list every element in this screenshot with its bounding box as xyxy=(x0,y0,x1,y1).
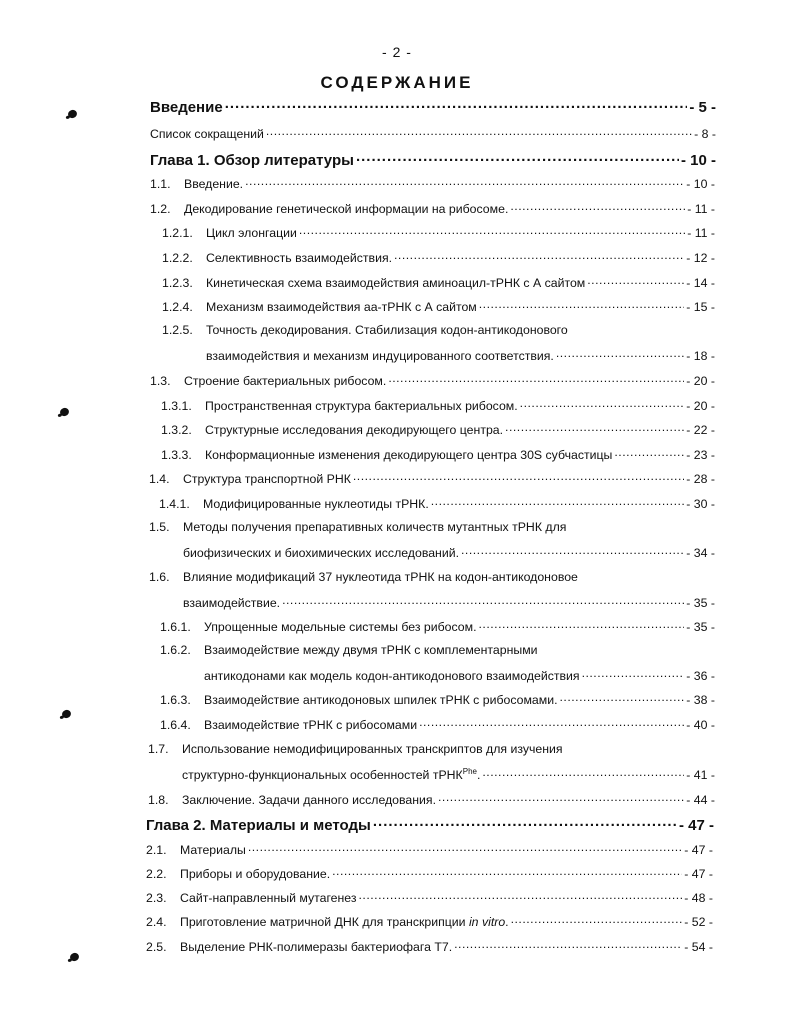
toc-entry[interactable] xyxy=(146,939,713,954)
toc-entry-page: - 23 - xyxy=(686,448,715,463)
toc-entry-page: - 20 - xyxy=(686,374,715,389)
toc-entry-text: Приборы и оборудование. xyxy=(180,867,331,882)
toc-entry-text: Список сокращений xyxy=(150,127,264,142)
toc-entry-page: - 36 - xyxy=(686,669,715,684)
toc-entry-text: Кинетическая схема взаимодействия аминоацил-тРНК с А сайтом xyxy=(206,276,586,291)
toc-entry-page: - 10 - xyxy=(680,152,716,169)
toc-entry-text: Взаимодействие тРНК с рибосомами xyxy=(204,718,418,733)
toc-entry-text: Цикл элонгации xyxy=(206,226,297,241)
toc-entry[interactable] xyxy=(162,275,715,290)
toc-entry-text: Конформационные изменения декодирующего центра 30S субчастицы xyxy=(205,448,613,463)
toc-entry-text-main: структурно-функциональных особенностей тРНК xyxy=(182,768,463,783)
toc-entry[interactable] xyxy=(150,373,715,388)
toc-entry-number: 2.2. xyxy=(146,867,167,882)
toc-entry[interactable] xyxy=(150,176,715,191)
dot-leader xyxy=(520,398,685,410)
dot-leader xyxy=(359,890,683,902)
dot-leader xyxy=(510,201,685,213)
toc-entry-page: - 10 - xyxy=(686,177,715,192)
dot-leader xyxy=(299,225,685,237)
toc-entry[interactable] xyxy=(161,447,715,462)
dot-leader xyxy=(454,939,682,951)
toc-entry[interactable] xyxy=(162,299,715,314)
toc-entry-continuation[interactable] xyxy=(183,545,715,560)
toc-entry-continuation[interactable] xyxy=(206,348,715,363)
toc-entry-continuation[interactable] xyxy=(204,668,715,683)
toc-entry-text: Материалы xyxy=(180,843,246,858)
toc-entry-number: 2.4. xyxy=(146,915,167,930)
toc-entry[interactable] xyxy=(149,471,715,486)
toc-entry-text: Упрощенные модельные системы без рибосом. xyxy=(204,620,477,635)
toc-entry-number: 1.3.2. xyxy=(161,423,192,438)
toc-entry-page: - 11 - xyxy=(687,226,715,241)
toc-entry[interactable] xyxy=(161,422,715,437)
toc-entry-text: Точность декодирования. Стабилизация кодон-антикодонового xyxy=(206,323,568,337)
toc-entry-page: - 35 - xyxy=(686,596,715,611)
toc-entry-number: 1.2.4. xyxy=(162,300,193,315)
toc-entry-number: 1.2. xyxy=(150,202,171,217)
toc-entry[interactable] xyxy=(159,496,715,511)
toc-entry-page: - 12 - xyxy=(686,251,715,266)
dot-leader xyxy=(332,866,682,878)
toc-entry[interactable] xyxy=(150,150,716,169)
dot-leader xyxy=(479,299,685,311)
toc-entry[interactable] xyxy=(160,643,715,657)
dot-leader xyxy=(248,842,682,854)
toc-entry[interactable] xyxy=(160,692,715,707)
toc-entry-page: - 52 - xyxy=(684,915,713,930)
toc-entry-text: Модифицированные нуклеотиды тРНК. xyxy=(203,497,429,512)
toc-entry-number: 1.3.3. xyxy=(161,448,192,463)
toc-entry[interactable] xyxy=(148,792,715,807)
toc-entry-page: - 14 - xyxy=(686,276,715,291)
dot-leader xyxy=(373,815,677,830)
toc-entry[interactable] xyxy=(150,97,716,116)
toc-entry-text: Глава 2. Материалы и методы xyxy=(146,817,371,834)
toc-entry-number: 2.5. xyxy=(146,940,167,955)
dot-leader xyxy=(431,496,685,508)
dot-leader xyxy=(438,792,684,804)
dot-leader xyxy=(245,176,684,188)
dot-leader xyxy=(582,668,685,680)
dot-leader xyxy=(560,692,685,704)
toc-entry[interactable] xyxy=(146,890,713,905)
toc-entry-text: Влияние модификаций 37 нуклеотида тРНК на кодон-антикодоновое xyxy=(183,570,578,584)
toc-entry-text: Глава 1. Обзор литературы xyxy=(150,152,354,169)
dot-leader xyxy=(614,447,684,459)
toc-entry-continuation[interactable] xyxy=(182,767,715,782)
toc-entry-page: - 22 - xyxy=(686,423,715,438)
dot-leader xyxy=(511,914,683,926)
toc-entry-page: - 20 - xyxy=(686,399,715,414)
toc-entry[interactable] xyxy=(150,201,715,216)
superscript: Phe xyxy=(462,767,477,777)
toc-entry[interactable] xyxy=(146,842,713,857)
toc-entry-text: взаимодействие. xyxy=(183,596,281,611)
dot-leader xyxy=(461,545,684,557)
toc-entry-number: 1.2.1. xyxy=(162,226,193,241)
toc-entry[interactable] xyxy=(160,717,715,732)
toc-entry-text: Использование немодифицированных транскриптов для изучения xyxy=(182,742,563,756)
toc-entry-number: 1.2.2. xyxy=(162,251,193,266)
dot-leader xyxy=(356,150,679,165)
toc-entry-page: - 38 - xyxy=(686,693,715,708)
toc-entry[interactable] xyxy=(149,570,715,584)
dot-leader xyxy=(388,373,684,385)
toc-entry[interactable] xyxy=(148,742,715,756)
toc-entry-page: - 48 - xyxy=(684,891,713,906)
toc-entry-page: - 44 - xyxy=(686,793,715,808)
dot-leader xyxy=(556,348,684,360)
toc-entry-page: - 54 - xyxy=(684,940,713,955)
page-number: - 2 - xyxy=(382,44,412,60)
toc-entry-text: биофизических и биохимических исследований. xyxy=(183,546,460,561)
toc-entry-page: - 34 - xyxy=(686,546,715,561)
toc-entry-text-main: Приготовление матричной ДНК для транскрипции xyxy=(180,915,466,930)
toc-entry-number: 1.5. xyxy=(149,520,170,534)
toc-entry-page: - 35 - xyxy=(686,620,715,635)
toc-entry-number: 1.2.5. xyxy=(162,323,193,337)
toc-entry-page: - 15 - xyxy=(686,300,715,315)
toc-entry-page: - 30 - xyxy=(686,497,715,512)
toc-entry-text xyxy=(180,915,509,929)
dot-leader xyxy=(266,126,692,138)
toc-entry-page: - 41 - xyxy=(686,768,715,783)
toc-entry-text: взаимодействия и механизм индуцированного соответствия. xyxy=(206,349,554,364)
toc-entry-number: 1.6.2. xyxy=(160,643,191,657)
dot-leader xyxy=(505,422,684,434)
dot-leader xyxy=(587,275,684,287)
toc-entry-text: Структурные исследования декодирующего центра. xyxy=(205,423,504,438)
toc-entry-number: 1.2.3. xyxy=(162,276,193,291)
toc-entry[interactable] xyxy=(146,866,713,881)
toc-entry-text: Заключение. Задачи данного исследования. xyxy=(182,793,436,808)
toc-entry-page: - 47 - xyxy=(684,867,713,882)
toc-entry-number: 1.1. xyxy=(150,177,171,192)
toc-entry-text: Выделение РНК-полимеразы бактериофага Т7. xyxy=(180,940,453,955)
toc-entry-number: 1.3.1. xyxy=(161,399,192,414)
toc-entry[interactable] xyxy=(161,398,715,413)
toc-entry[interactable] xyxy=(162,323,715,337)
toc-entry-text-end: . xyxy=(476,768,481,783)
toc-entry-page: - 40 - xyxy=(686,718,715,733)
toc-entry-number: 1.4. xyxy=(149,472,170,487)
toc-entry-text: Методы получения препаративных количеств мутантных тРНК для xyxy=(183,520,567,534)
toc-entry-text: Введение xyxy=(150,99,223,116)
toc-entry-number: 1.6.3. xyxy=(160,693,191,708)
dot-leader xyxy=(225,97,688,112)
toc-entry-text: Структура транспортной РНК xyxy=(183,472,351,487)
toc-entry[interactable] xyxy=(146,914,713,929)
toc-entry-text: Взаимодействие между двумя тРНК с комплементарными xyxy=(204,643,538,657)
toc-entry-text: антикодонами как модель кодон-антикодонового взаимодействия xyxy=(204,669,580,684)
dot-leader xyxy=(419,717,684,729)
dot-leader xyxy=(482,767,684,779)
toc-entry-page: - 18 - xyxy=(686,349,715,364)
toc-entry-text-italic: in vitro xyxy=(468,915,506,930)
toc-entry-text: Механизм взаимодействия аа-тРНК с А сайтом xyxy=(206,300,477,315)
dot-leader xyxy=(394,250,684,262)
toc-entry-page: - 5 - xyxy=(689,99,716,116)
toc-entry[interactable] xyxy=(162,250,715,265)
toc-entry-number: 1.6.4. xyxy=(160,718,191,733)
toc-entry-page: - 47 - xyxy=(678,817,714,834)
toc-entry-text: Строение бактериальных рибосом. xyxy=(184,374,387,389)
toc-entry-number: 1.6. xyxy=(149,570,170,584)
dot-leader xyxy=(282,595,684,607)
toc-entry-text-end: . xyxy=(505,915,509,930)
toc-entry-page: - 28 - xyxy=(686,472,715,487)
toc-entry-text: Взаимодействие антикодоновых шпилек тРНК с рибосомами. xyxy=(204,693,558,708)
toc-entry-text: Селективность взаимодействия. xyxy=(206,251,393,266)
toc-entry-number: 1.7. xyxy=(148,742,169,756)
toc-entry-number: 1.8. xyxy=(148,793,169,808)
toc-entry-text: Декодирование генетической информации на рибосоме. xyxy=(184,202,509,217)
toc-entry[interactable] xyxy=(146,815,714,834)
toc-entry-text: Введение. xyxy=(184,177,244,192)
toc-entry[interactable] xyxy=(149,520,715,534)
toc-entry-text xyxy=(182,767,480,782)
toc-entry-page: - 11 - xyxy=(687,202,715,217)
toc-entry-number: 1.3. xyxy=(150,374,171,389)
dot-leader xyxy=(353,471,684,483)
page-title: СОДЕРЖАНИЕ xyxy=(320,73,474,92)
dot-leader xyxy=(479,619,685,631)
toc-entry-number: 2.1. xyxy=(146,843,167,858)
toc-entry-page: - 47 - xyxy=(684,843,713,858)
toc-entry-continuation[interactable] xyxy=(183,595,715,610)
toc-entry-page: - 8 - xyxy=(694,127,716,142)
toc-entry-number: 1.6.1. xyxy=(160,620,191,635)
toc-entry-text: Пространственная структура бактериальных рибосом. xyxy=(205,399,518,414)
toc-entry[interactable] xyxy=(162,225,715,240)
toc-entry[interactable] xyxy=(150,126,716,141)
toc-entry-number: 1.4.1. xyxy=(159,497,190,512)
toc-entry[interactable] xyxy=(160,619,715,634)
toc-entry-number: 2.3. xyxy=(146,891,167,906)
toc-entry-text: Сайт-направленный мутагенез xyxy=(180,891,357,906)
